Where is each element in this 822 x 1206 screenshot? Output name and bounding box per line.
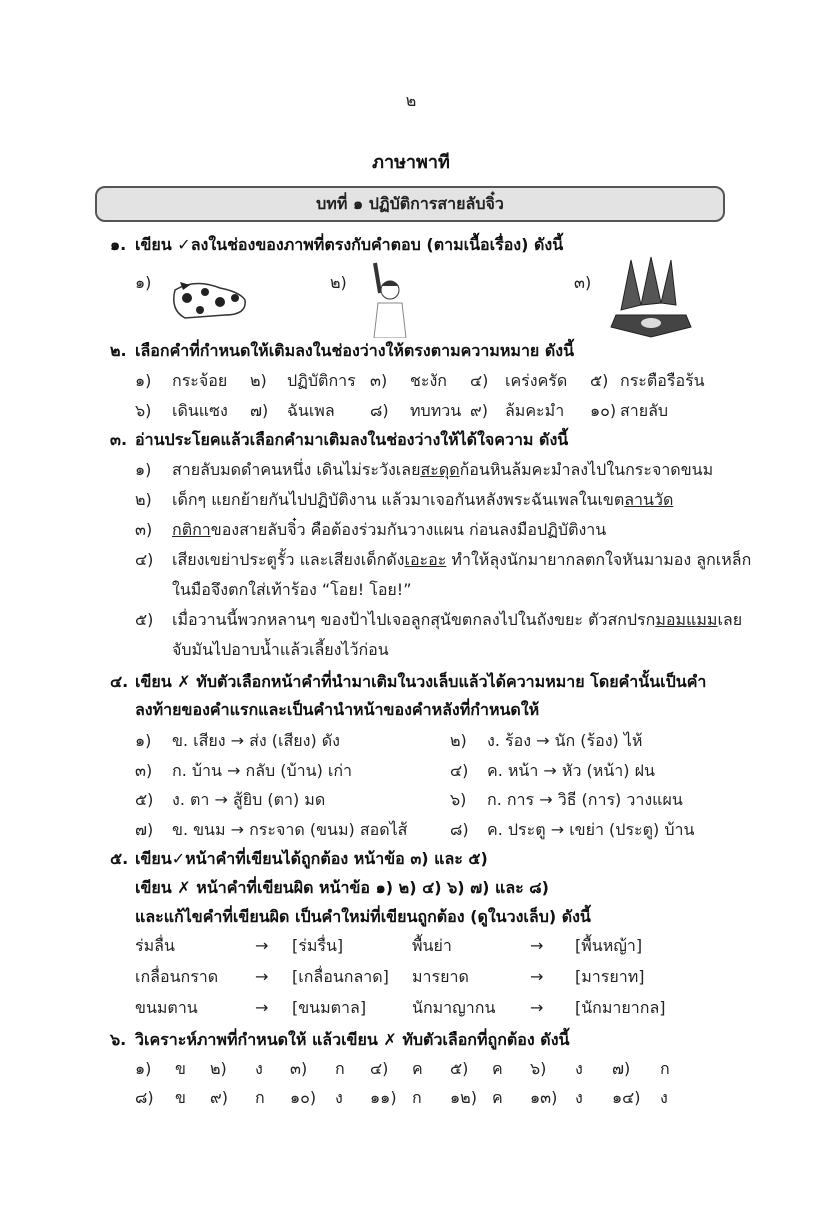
s4-item-text: ค. ประตู → เขย่า (ประตู) บ้าน	[487, 819, 695, 839]
s3-sentence	[172, 489, 673, 511]
wrong-word: นักมาญากน	[412, 998, 496, 1017]
s3-item-number: ๕)	[135, 610, 154, 629]
s4-item-number: ๕)	[135, 790, 154, 809]
arrow-icon: →	[530, 967, 544, 986]
s3-sentence	[172, 609, 742, 631]
s2-item-word: กระจ้อย	[172, 371, 228, 390]
s6-item-number: ๗)	[612, 1059, 631, 1078]
corrected-word: [ร่มรื่น]	[292, 936, 344, 955]
s2-item-word: ทบทวน	[410, 401, 462, 420]
s3-sentence	[172, 519, 606, 541]
s6-item-number: ๑๒)	[450, 1088, 477, 1107]
answer-word: ลานวัด	[624, 490, 674, 509]
s2-item-number: ๕)	[590, 371, 609, 390]
s6-item-number: ๑๐)	[290, 1088, 317, 1107]
s3-item-number: ๓)	[135, 520, 153, 539]
fish-kites-image	[606, 255, 696, 340]
s6-item-answer: ง	[660, 1088, 668, 1107]
s6-item-number: ๔)	[370, 1059, 389, 1078]
s2-item-word: เคร่งครัด	[505, 371, 568, 390]
s2-item-word: ล้มคะมำ	[505, 401, 565, 420]
s1-heading: เขียน ✓ลงในช่องของภาพที่ตรงกับคำตอบ (ตามเนื้อเรื่อง) ดังนี้	[135, 235, 564, 254]
sentence-text: สายลับมดดำคนหนึ่ง เดินไม่ระวังเลย	[172, 460, 421, 479]
s4-item-text: ง. ตา → สู้ยิบ (ตา) มด	[172, 790, 326, 809]
corrected-word: [พื้นหญ้า]	[575, 936, 643, 955]
s6-item-answer: ก	[660, 1059, 670, 1078]
s3-number: ๓.	[110, 430, 128, 449]
s4-item-number: ๗)	[135, 819, 154, 839]
s4-heading-1: เขียน ✗ ทับตัวเลือกหน้าคำที่นำมาเติมในวงเล็บแล้วได้ความหมาย โดยคำนั้นเป็นคำ	[135, 672, 707, 691]
s6-item-number: ๕)	[450, 1059, 469, 1078]
boy-raising-hand-image	[360, 258, 420, 338]
s6-item-number: ๘)	[135, 1088, 154, 1107]
wrong-word: มารยาด	[412, 967, 469, 986]
s2-item-number: ๑๐)	[590, 401, 617, 420]
s3-heading: อ่านประโยคแล้วเลือกคำมาเติมลงในช่องว่างให้ได้ใจความ ดังนี้	[135, 430, 569, 449]
s6-item-answer: ก	[412, 1088, 422, 1107]
s6-heading: วิเคราะห์ภาพที่กำหนดให้ แล้วเขียน ✗ ทับตัวเลือกที่ถูกต้อง ดังนี้	[135, 1030, 570, 1049]
s3-sentence-continued: จับมันไปอาบน้ำแล้วเลี้ยงไว้ก่อน	[172, 640, 389, 659]
answer-word: มอมแมม	[655, 610, 718, 629]
spotted-cat-image	[165, 270, 255, 325]
wrong-word: ขนมตาน	[135, 998, 198, 1017]
s3-item-number: ๒)	[135, 490, 152, 509]
page-number: ๒	[405, 91, 417, 110]
s4-item-text: ง. ร้อง → นัก (ร้อง) ไห้	[487, 731, 643, 750]
s6-item-number: ๑)	[135, 1059, 152, 1078]
s6-item-answer: ก	[335, 1059, 345, 1078]
s2-item-number: ๖)	[135, 401, 152, 420]
sentence-text: ก้อนหินล้มคะมำลงไปในกระจาดขนม	[459, 460, 714, 479]
s2-item-number: ๗)	[250, 401, 269, 420]
s6-item-answer: ง	[335, 1088, 343, 1107]
s3-sentence	[172, 549, 751, 571]
subject-title: ภาษาพาที	[372, 152, 450, 173]
sentence-text: เสียงเขย่าประตูรั้ว และเสียงเด็กดัง	[172, 550, 405, 569]
s2-number: ๒.	[110, 341, 127, 360]
sentence-text: เด็กๆ แยกย้ายกันไปปฏิบัติงาน แล้วมาเจอกันหลังพระฉันเพลในเขต	[172, 490, 625, 509]
s6-item-answer: ง	[575, 1059, 583, 1078]
wrong-word: ร่มลื่น	[135, 936, 175, 955]
s3-sentence	[172, 459, 713, 481]
s6-item-number: ๑๓)	[530, 1088, 558, 1107]
s4-item-number: ๔)	[450, 760, 469, 780]
sentence-text: เลย	[717, 610, 743, 629]
s3-item-number: ๑)	[135, 460, 152, 479]
s6-item-answer: ค	[492, 1088, 503, 1107]
s1-label-1: ๑)	[135, 273, 152, 292]
s4-item-text: ข. ขนม → กระจาด (ขนม) สอดไส้	[172, 819, 408, 839]
s1-label-2: ๒)	[330, 273, 347, 292]
wrong-word: พื้นย่า	[412, 936, 452, 955]
answer-word: สะดุด	[420, 460, 460, 479]
corrected-word: [ขนมตาล]	[292, 998, 367, 1017]
arrow-icon: →	[255, 967, 269, 986]
s2-item-number: ๔)	[470, 371, 489, 390]
s2-item-word: กระตือรือร้น	[620, 371, 705, 390]
s4-item-number: ๘)	[450, 819, 469, 839]
s4-item-number: ๖)	[450, 790, 467, 809]
s5-number: ๕.	[110, 849, 129, 868]
s4-item-text: ค. หน้า → หัว (หน้า) ฝน	[487, 760, 655, 780]
s2-item-word: สายลับ	[620, 401, 669, 420]
s4-item-number: ๒)	[450, 731, 467, 750]
corrected-word: [นักมายากล]	[575, 998, 666, 1017]
s2-item-number: ๒)	[250, 371, 267, 390]
s2-item-number: ๑)	[135, 371, 152, 390]
s6-item-number: ๑๔)	[612, 1088, 641, 1107]
s4-number: ๔.	[110, 672, 129, 691]
answer-word: กติกา	[172, 520, 211, 539]
s1-number: ๑.	[110, 235, 127, 254]
s4-item-text: ก. การ → วิธี (การ) วางแผน	[487, 790, 683, 809]
s4-item-number: ๑)	[135, 731, 152, 750]
arrow-icon: →	[530, 936, 544, 955]
s6-item-number: ๒)	[210, 1059, 227, 1078]
s2-item-number: ๓)	[370, 371, 388, 390]
s5-line-1: เขียน✓หน้าคำที่เขียนได้ถูกต้อง หน้าข้อ ๓) และ ๕)	[135, 849, 488, 868]
s2-item-word: เดินแซง	[172, 401, 228, 420]
s4-item-text: ข. เสียง → ส่ง (เสียง) ดัง	[172, 731, 340, 750]
sentence-text: ทำให้ลุงนักมายากลตกใจหันมามอง ลูกเหล็ก	[446, 550, 752, 569]
s3-sentence-continued: ในมือจึงตกใส่เท้าร้อง “โอย! โอย!”	[172, 580, 412, 599]
s6-item-answer: ค	[492, 1059, 503, 1078]
s3-item-number: ๔)	[135, 550, 154, 569]
s5-line-2: เขียน ✗ หน้าคำที่เขียนผิด หน้าข้อ ๑) ๒) ๔) ๖) ๗) และ ๘)	[135, 878, 549, 897]
answer-word: เอะอะ	[404, 550, 447, 569]
s2-item-word: ฉันเพล	[287, 401, 335, 420]
s2-item-word: ชะงัก	[410, 371, 447, 390]
arrow-icon: →	[530, 998, 544, 1017]
s6-item-answer: ข	[175, 1088, 186, 1107]
chapter-title-box	[95, 186, 725, 222]
s4-heading-2: ลงท้ายของคำแรกและเป็นคำนำหน้าของคำหลังที่กำหนดให้	[135, 700, 540, 719]
s6-item-number: ๖)	[530, 1059, 547, 1078]
s6-item-answer: ก	[255, 1088, 265, 1107]
s6-item-answer: ข	[175, 1059, 186, 1078]
s4-item-text: ก. บ้าน → กลับ (บ้าน) เก่า	[172, 760, 353, 780]
s6-item-answer: ง	[255, 1059, 263, 1078]
arrow-icon: →	[255, 936, 269, 955]
sentence-text: ของสายลับจิ๋ว คือต้องร่วมกันวางแผน ก่อนลงมือปฏิบัติงาน	[210, 520, 607, 539]
s5-line-3: และแก้ไขคำที่เขียนผิด เป็นคำใหม่ที่เขียนถูกต้อง (ดูในวงเล็บ) ดังนี้	[135, 907, 591, 926]
chapter-title: บทที่ ๑ ปฏิบัติการสายลับจิ๋ว	[316, 193, 504, 213]
s4-item-number: ๓)	[135, 760, 153, 780]
s2-item-word: ปฏิบัติการ	[287, 371, 356, 390]
s6-item-answer: ง	[575, 1088, 583, 1107]
s6-item-number: ๓)	[290, 1059, 308, 1078]
s6-number: ๖.	[110, 1030, 127, 1049]
s2-item-number: ๙)	[470, 401, 488, 420]
arrow-icon: →	[255, 998, 269, 1017]
corrected-word: [เกลื่อนกลาด]	[292, 967, 389, 986]
s2-item-number: ๘)	[370, 401, 389, 420]
wrong-word: เกลื่อนกราด	[135, 967, 219, 986]
s6-item-number: ๑๑)	[370, 1088, 397, 1107]
s2-heading: เลือกคำที่กำหนดให้เติมลงในช่องว่างให้ตรงตามความหมาย ดังนี้	[135, 341, 575, 360]
corrected-word: [มารยาท]	[575, 967, 645, 986]
s1-label-3: ๓)	[574, 273, 592, 292]
s6-item-number: ๙)	[210, 1088, 228, 1107]
s6-item-answer: ค	[412, 1059, 423, 1078]
sentence-text: เมื่อวานนี้พวกหลานๆ ของป้าไปเจอลูกสุนัขตกลงไปในถังขยะ ตัวสกปรก	[172, 610, 656, 629]
